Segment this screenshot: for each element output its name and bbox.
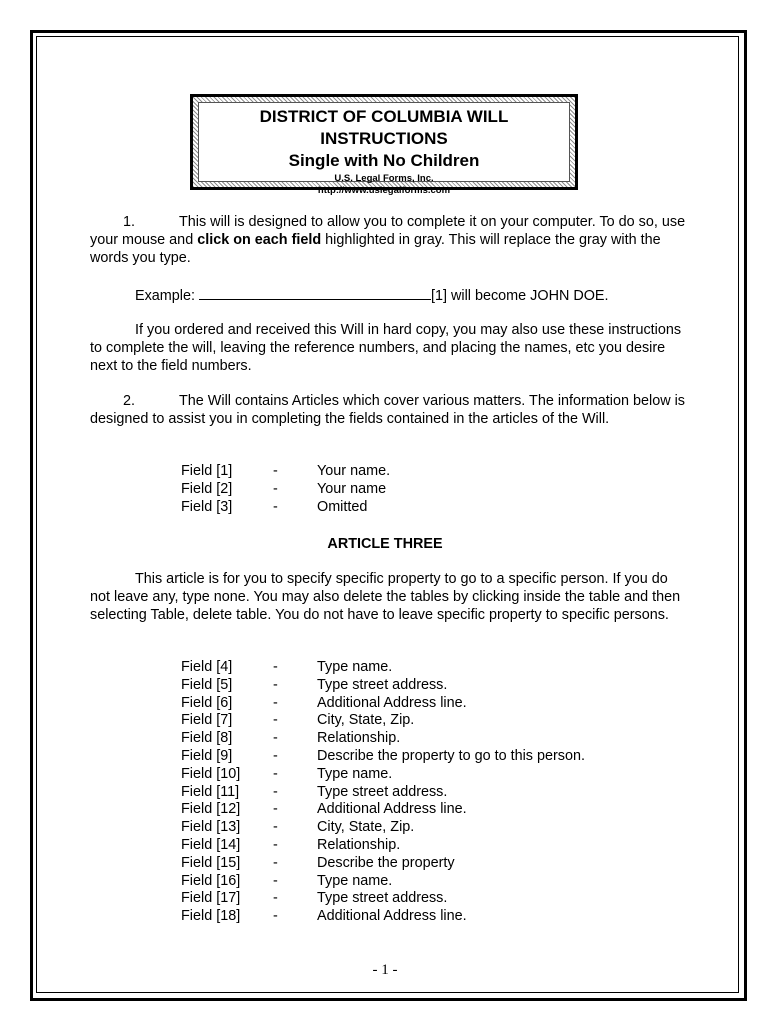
field-row: Field [17] - Type street address. <box>181 890 448 907</box>
paragraph-2-number: 2. <box>122 393 135 409</box>
field-row: Field [15] - Describe the property <box>181 854 455 871</box>
title-line-3: Single with No Children <box>288 151 480 170</box>
paragraph-2-text: The Will contains Articles which cover various matters. The information below is designed to assist you in completing the fields contained in the articles of the Will. <box>90 393 685 427</box>
field-row: Field [3] - Omitted <box>181 498 368 515</box>
field-row: Field [10] - Type name. <box>181 765 393 782</box>
field-list-2 <box>181 659 585 926</box>
paragraph-hardcopy <box>90 321 690 375</box>
example-line <box>135 286 735 305</box>
paragraph-1-number: 1. <box>122 214 135 230</box>
field-row: Field [1] - Your name. <box>181 463 391 479</box>
field-row: Field [14] - Relationship. <box>181 836 401 853</box>
example-suffix: [1] will become JOHN DOE. <box>431 288 609 304</box>
title-line-2: INSTRUCTIONS <box>320 129 448 148</box>
article-three-text <box>90 570 690 624</box>
field-row: Field [12] - Additional Address line. <box>181 801 467 818</box>
field-row: Field [4] - Type name. <box>181 659 393 675</box>
field-row: Field [16] - Type name. <box>181 872 393 889</box>
article-three-heading: ARTICLE THREE <box>327 536 443 552</box>
field-row: Field [13] - City, State, Zip. <box>181 819 415 836</box>
field-row: Field [7] - City, State, Zip. <box>181 712 415 729</box>
field-row: Field [9] - Describe the property to go to this person. <box>181 747 585 764</box>
title-line-1: DISTRICT OF COLUMBIA WILL <box>259 107 509 126</box>
field-row: Field [2] - Your name <box>181 480 387 497</box>
field-row: Field [18] - Additional Address line. <box>181 908 467 925</box>
publisher-name: U.S. Legal Forms, Inc. <box>334 173 434 184</box>
paragraph-1 <box>90 213 690 267</box>
field-row: Field [11] - Type street address. <box>181 783 448 800</box>
example-label: Example: <box>135 288 195 304</box>
page-number: - 1 - <box>372 962 398 978</box>
field-row: Field [6] - Additional Address line. <box>181 694 467 711</box>
title-box <box>190 94 578 196</box>
article-three-body: This article is for you to specify specific property to go to a specific person. If you do not leave any, type none. You may also delete the tables by clicking inside the table and then selecting Table, delete table. You do not have to leave specific property to specific persons. <box>90 571 681 623</box>
paragraph-1-text-a: This will is designed to allow you to complete it on your computer. To do so, use your mouse and <box>90 214 686 248</box>
paragraph-1-bold: click on each field <box>197 232 322 248</box>
paragraph-1-text-b: highlighted in gray. This will replace the gray with the words you type. <box>90 232 661 266</box>
paragraph-2 <box>90 392 690 428</box>
publisher-url: http://www.uslegalforms.com <box>317 185 451 196</box>
field-row: Field [8] - Relationship. <box>181 730 401 747</box>
field-row: Field [5] - Type street address. <box>181 676 448 693</box>
title-inner <box>198 102 570 196</box>
example-blank <box>199 286 431 300</box>
field-list-1 <box>181 463 390 516</box>
paragraph-hardcopy-text: If you ordered and received this Will in hard copy, you may also use these instructions to complete the will, leaving the reference numbers, and placing the names, etc you desire next to the field numbers. <box>90 322 682 374</box>
